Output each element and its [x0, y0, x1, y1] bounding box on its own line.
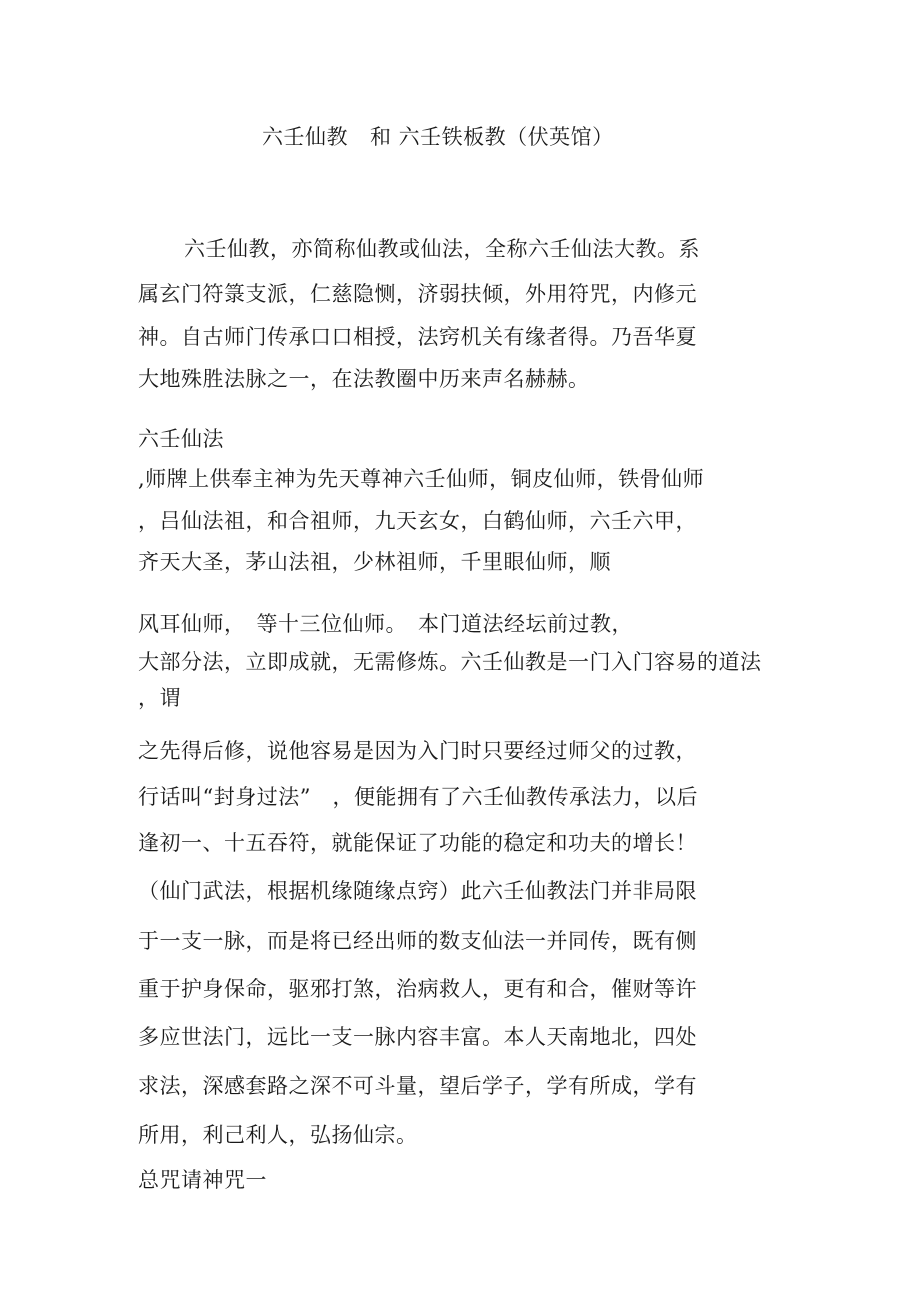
paragraph-line: 求法，深感套路之深不可斗量，望后学子，学有所成，学有 — [138, 1074, 697, 1098]
paragraph-line: 重于护身保命，驱邪打煞，治病救人，更有和合，催财等许 — [138, 977, 697, 1001]
paragraph-line: 大部分法，立即成就，无需修炼。六壬仙教是一门入门容易的道法 — [138, 650, 762, 674]
paragraph-line: 齐天大圣，茅山法祖，少林祖师，千里眼仙师，顺 — [138, 550, 611, 574]
paragraph-line: 之先得后修，说他容易是因为入门时只要经过师父的过教， — [138, 739, 697, 763]
paragraph-line: 神。自古师门传承口口相授，法窍机关有缘者得。乃吾华夏 — [138, 325, 697, 349]
paragraph-line: ，谓 — [138, 686, 181, 710]
paragraph-line: 逢初一、十五吞符，就能保证了功能的稳定和功夫的增长！ — [138, 831, 697, 855]
title-part-1: 六壬仙教 — [262, 125, 348, 149]
paragraph-line: 于一支一脉，而是将已经出师的数支仙法一并同传，既有侧 — [138, 929, 697, 953]
paragraph-line: 风耳仙师， 等十三位仙师。 本门道法经坛前过教， — [138, 612, 633, 636]
paragraph-line: ，吕仙法祖，和合祖师，九天玄女，白鹤仙师，六壬六甲， — [138, 509, 697, 533]
document-title — [262, 124, 614, 150]
paragraph-line: 六壬仙教，亦简称仙教或仙法，全称六壬仙法大教。系 — [184, 237, 700, 261]
paragraph-line: 大地殊胜法脉之一，在法教圈中历来声名赫赫。 — [138, 367, 590, 391]
section-heading: 总咒请神咒一 — [138, 1168, 267, 1192]
paragraph-line: 多应世法门，远比一支一脉内容丰富。本人天南地北，四处 — [138, 1025, 697, 1049]
title-part-2: 和 六壬铁板教（伏英馆） — [370, 125, 614, 149]
section-heading: 六壬仙法 — [138, 427, 224, 451]
paragraph-line: 所用，利己利人，弘扬仙宗。 — [138, 1123, 418, 1147]
paragraph-line: 行话叫“封身过法” ，便能拥有了六壬仙教传承法力，以后 — [138, 785, 698, 809]
paragraph-line: （仙门武法，根据机缘随缘点窍）此六壬仙教法门并非局限 — [138, 879, 697, 903]
paragraph-line: 属玄门符箓支派，仁慈隐恻，济弱扶倾，外用符咒，内修元 — [138, 282, 697, 306]
paragraph-line: ,师牌上供奉主神为先天尊神六壬仙师，铜皮仙师，铁骨仙师 — [138, 467, 705, 491]
